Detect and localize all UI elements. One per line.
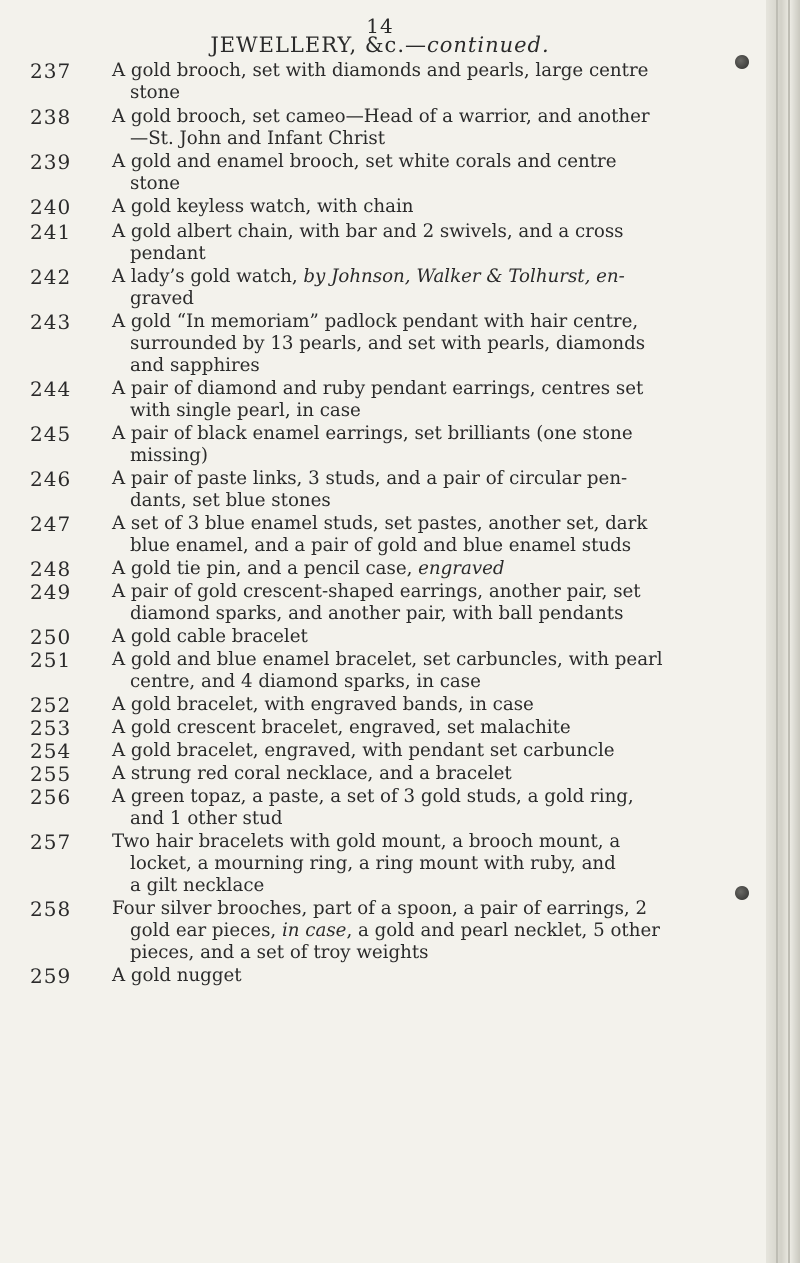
lot-number: 240: [30, 195, 72, 219]
heading-main: JEWELLERY, &c.—: [210, 33, 427, 57]
lot-line: stone: [130, 82, 181, 103]
lot-description: [112, 626, 760, 648]
page-edge-shadow: [766, 0, 800, 1263]
lot-description: [112, 106, 760, 150]
lot-line: pieces, and a set of troy weights: [130, 942, 429, 963]
lot-description: [112, 378, 760, 422]
lot-line: stone: [130, 173, 181, 194]
lot-description: [112, 965, 760, 987]
page-edge-line: [788, 0, 790, 1263]
lot-line: A gold crescent bracelet, engraved, set malachite: [112, 717, 571, 738]
lot-number: 251: [30, 648, 72, 672]
lot-line: dants, set blue stones: [130, 490, 331, 511]
lot-line: A pair of paste links, 3 studs, and a pair of circular pen-: [112, 468, 628, 489]
lot-line: A gold tie pin, and a pencil case, engraved: [112, 558, 505, 579]
lot-number: 242: [30, 265, 72, 289]
lot-line: —St. John and Infant Christ: [130, 128, 386, 149]
heading-continued: continued.: [427, 33, 550, 57]
lot-line: graved: [130, 288, 194, 309]
lot-number: 259: [30, 964, 72, 988]
lot-description: [112, 60, 760, 104]
page-number: 14: [366, 14, 394, 38]
lot-line: A gold brooch, set with diamonds and pearls, large centre: [112, 60, 649, 81]
lot-line: A gold keyless watch, with chain: [112, 196, 414, 217]
lot-number: 244: [30, 377, 72, 401]
lot-description: [112, 740, 760, 762]
lot-description: [112, 423, 760, 467]
lot-line: A gold and enamel brooch, set white corals and centre: [112, 151, 617, 172]
lot-description: [112, 468, 760, 512]
lot-line: A gold bracelet, with engraved bands, in case: [112, 694, 534, 715]
lot-description: [112, 717, 760, 739]
lot-line: surrounded by 13 pearls, and set with pearls, diamonds: [130, 333, 646, 354]
lot-line: blue enamel, and a pair of gold and blue enamel studs: [130, 535, 632, 556]
section-heading: [0, 33, 760, 57]
lot-line: A gold and blue enamel bracelet, set carbuncles, with pearl: [112, 649, 663, 670]
lot-number: 253: [30, 716, 72, 740]
lot-line: locket, a mourning ring, a ring mount with ruby, and: [130, 853, 616, 874]
lot-line: a gilt necklace: [130, 875, 265, 896]
lot-description: [112, 151, 760, 195]
lot-line: Four silver brooches, part of a spoon, a pair of earrings, 2: [112, 898, 648, 919]
lot-line: A strung red coral necklace, and a bracelet: [112, 763, 512, 784]
lot-italic-text: by Johnson, Walker & Tolhurst, en-: [303, 266, 625, 287]
lot-line: A pair of black enamel earrings, set brilliants (one stone: [112, 423, 633, 444]
lot-number: 246: [30, 467, 72, 491]
lot-line: with single pearl, in case: [130, 400, 361, 421]
lot-number: 237: [30, 59, 72, 83]
lot-description: [112, 763, 760, 785]
lot-description: [112, 581, 760, 625]
lot-number: 249: [30, 580, 72, 604]
lot-number: 250: [30, 625, 72, 649]
lot-number: 256: [30, 785, 72, 809]
lot-line: and sapphires: [130, 355, 260, 376]
lot-description: [112, 831, 760, 897]
lot-line: A gold cable bracelet: [112, 626, 308, 647]
lot-italic-text: engraved: [418, 558, 505, 579]
lot-number: 257: [30, 830, 72, 854]
lot-description: [112, 513, 760, 557]
lot-description: [112, 649, 760, 693]
lot-number: 254: [30, 739, 72, 763]
lot-number: 245: [30, 422, 72, 446]
lot-number: 239: [30, 150, 72, 174]
lot-number: 243: [30, 310, 72, 334]
lot-line: A green topaz, a paste, a set of 3 gold studs, a gold ring,: [112, 786, 634, 807]
lot-line: missing): [130, 445, 208, 466]
lot-description: [112, 311, 760, 377]
lot-line: A gold brooch, set cameo—Head of a warrior, and another: [112, 106, 650, 127]
lot-line: gold ear pieces, in case, a gold and pearl necklet, 5 other: [130, 920, 660, 941]
lot-line: pendant: [130, 243, 206, 264]
lot-line: A lady’s gold watch, by Johnson, Walker & Tolhurst, en-: [112, 266, 625, 287]
lot-line: diamond sparks, and another pair, with ball pendants: [130, 603, 624, 624]
lot-line: centre, and 4 diamond sparks, in case: [130, 671, 481, 692]
lot-number: 258: [30, 897, 72, 921]
lot-description: [112, 786, 760, 830]
lot-number: 248: [30, 557, 72, 581]
lot-line: Two hair bracelets with gold mount, a brooch mount, a: [112, 831, 621, 852]
lot-line: A gold nugget: [112, 965, 242, 986]
lot-line: and 1 other stud: [130, 808, 283, 829]
lot-description: [112, 694, 760, 716]
lot-description: [112, 558, 760, 580]
lot-line: A pair of gold crescent-shaped earrings, another pair, set: [112, 581, 641, 602]
lot-line: A gold “In memoriam” padlock pendant with hair centre,: [112, 311, 639, 332]
lot-line: A pair of diamond and ruby pendant earrings, centres set: [112, 378, 644, 399]
lot-description: [112, 898, 760, 964]
lot-line: A gold albert chain, with bar and 2 swivels, and a cross: [112, 221, 624, 242]
lot-number: 252: [30, 693, 72, 717]
lot-number: 241: [30, 220, 72, 244]
lot-line: A set of 3 blue enamel studs, set pastes, another set, dark: [112, 513, 648, 534]
lot-number: 238: [30, 105, 72, 129]
lot-line: A gold bracelet, engraved, with pendant set carbuncle: [112, 740, 615, 761]
page-edge-line: [776, 0, 778, 1263]
lot-number: 255: [30, 762, 72, 786]
lot-description: [112, 266, 760, 310]
lot-number: 247: [30, 512, 72, 536]
lot-italic-text: in case: [281, 920, 347, 941]
lot-description: [112, 221, 760, 265]
lot-description: [112, 196, 760, 218]
